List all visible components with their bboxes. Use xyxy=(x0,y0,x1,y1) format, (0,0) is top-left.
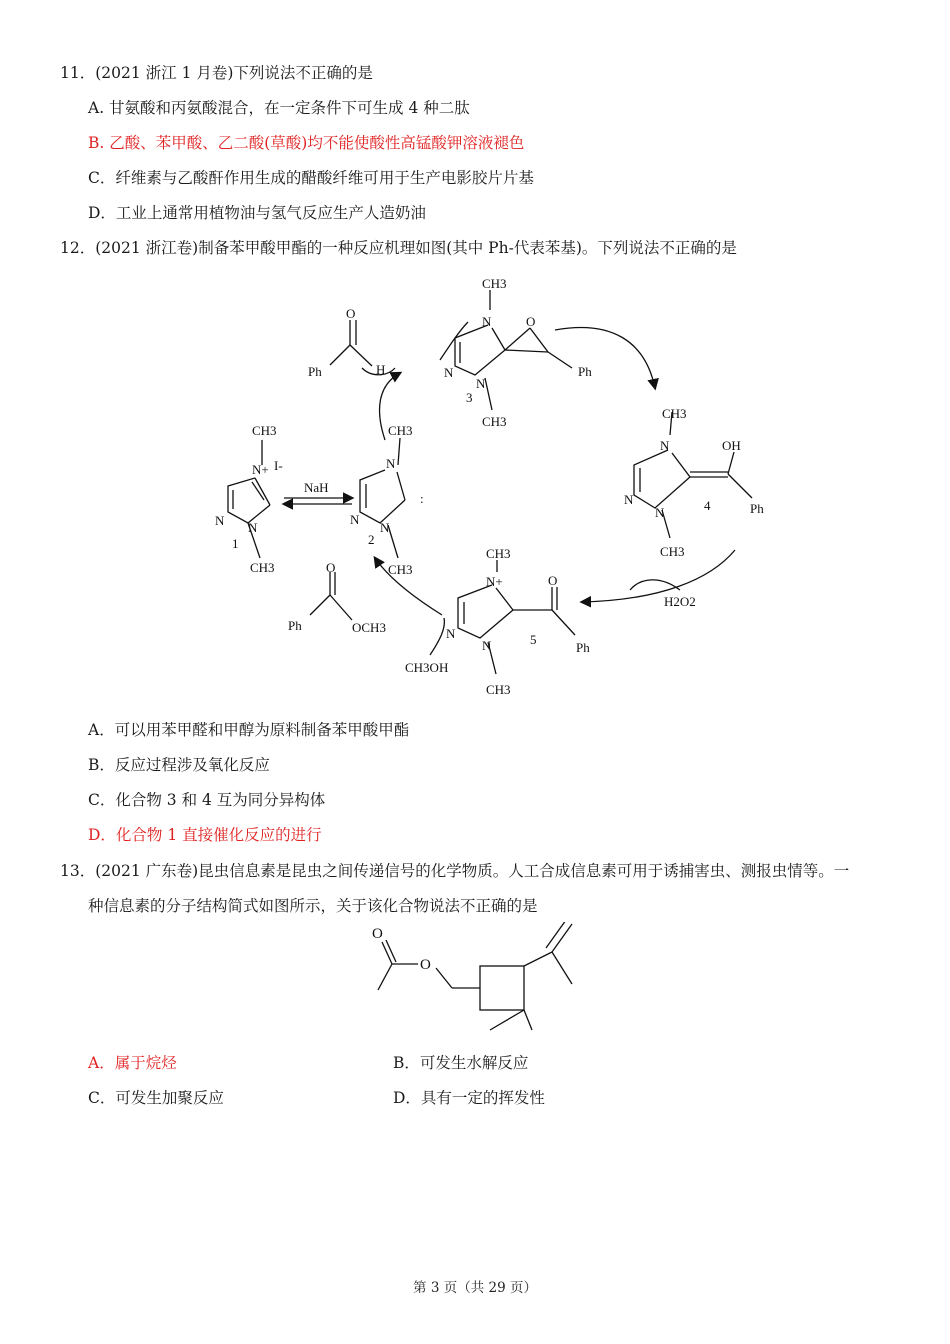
q13-option-a: A．属于烷烃 xyxy=(88,1054,177,1072)
q11-option-b: B. 乙酸、苯甲酸、乙二酸(草酸)均不能使酸性高锰酸钾溶液褪色 xyxy=(88,134,525,152)
c5-ch3-top: CH3 xyxy=(486,546,511,561)
c1-ch3-top: CH3 xyxy=(252,423,277,438)
ester-ph: Ph xyxy=(288,618,302,633)
page-footer: 第 3 页（共 29 页） xyxy=(413,1280,537,1296)
q12-option-a: A．可以用苯甲醛和甲醇为原料制备苯甲酸甲酯 xyxy=(88,721,410,739)
c5-o: O xyxy=(548,573,558,588)
c4-ph: Ph xyxy=(750,501,764,516)
c1-label: 1 xyxy=(232,536,239,551)
c2-carbene: : xyxy=(420,491,424,506)
q13-option-d: D．具有一定的挥发性 xyxy=(393,1089,545,1107)
q13-stem-line2: 种信息素的分子结构简式如图所示，关于该化合物说法不正确的是 xyxy=(88,897,538,915)
c4-oh: OH xyxy=(722,438,741,453)
c1-iodide: I- xyxy=(274,458,283,473)
carbonyl-o: O xyxy=(372,926,383,942)
c2-n-left: N xyxy=(350,512,360,527)
c3-ch3-top: CH3 xyxy=(482,276,507,291)
c3-n-top: N xyxy=(482,314,492,329)
c2-label: 2 xyxy=(368,532,375,547)
c5-n-left: N xyxy=(446,626,456,641)
pheromone-structure xyxy=(360,922,600,1037)
c2-n-top: N xyxy=(386,456,396,471)
q12-option-b: B．反应过程涉及氧化反应 xyxy=(88,756,270,774)
q13-option-b: B．可发生水解反应 xyxy=(393,1054,529,1072)
ester-o: O xyxy=(326,560,336,575)
c1-n: N xyxy=(248,520,258,535)
reaction-mechanism-diagram xyxy=(0,260,950,710)
h2o2-label: H2O2 xyxy=(664,594,696,609)
c4-n: N xyxy=(655,505,665,520)
c4-n-left: N xyxy=(624,492,634,507)
benzaldehyde-o: O xyxy=(346,306,356,321)
c5-n: N xyxy=(482,638,492,653)
c2-ch3-bottom: CH3 xyxy=(388,562,413,577)
c5-ph: Ph xyxy=(576,640,590,655)
c3-ph: Ph xyxy=(578,364,592,379)
c4-ch3-top: CH3 xyxy=(662,406,687,421)
nah-label: NaH xyxy=(304,480,329,495)
c2-n: N xyxy=(380,520,390,535)
q13-stem-line1: 13．(2021 广东卷)昆虫信息素是昆虫之间传递信号的化学物质。人工合成信息素可用于诱捕害虫、测报虫情等。一 xyxy=(60,862,850,880)
benzaldehyde-ph: Ph xyxy=(308,364,322,379)
c3-n-left: N xyxy=(444,365,454,380)
ester-o: O xyxy=(420,957,431,973)
q11-option-d: D．工业上通常用植物油与氢气反应生产人造奶油 xyxy=(88,204,426,222)
c3-label: 3 xyxy=(466,390,473,405)
q12-option-c: C．化合物 3 和 4 互为同分异构体 xyxy=(88,791,326,809)
c3-n: N xyxy=(476,376,486,391)
c2-ch3-top: CH3 xyxy=(388,423,413,438)
q11-option-a: A. 甘氨酸和丙氨酸混合，在一定条件下可生成 4 种二肽 xyxy=(88,99,470,117)
ester-och3: OCH3 xyxy=(352,620,386,635)
c5-label: 5 xyxy=(530,632,537,647)
q12-option-d: D．化合物 1 直接催化反应的进行 xyxy=(88,826,322,844)
q11-stem: 11．(2021 浙江 1 月卷)下列说法不正确的是 xyxy=(60,64,373,82)
q13-option-c: C．可发生加聚反应 xyxy=(88,1089,224,1107)
c3-ch3-bottom: CH3 xyxy=(482,414,507,429)
q11-option-c: C．纤维素与乙酸酐作用生成的醋酸纤维可用于生产电影胶片片基 xyxy=(88,169,534,187)
q12-stem: 12．(2021 浙江卷)制备苯甲酸甲酯的一种反应机理如图(其中 Ph-代表苯基)。下列说法不正确的是 xyxy=(60,239,737,257)
c3-epoxide-o: O xyxy=(526,314,536,329)
c1-ch3-bottom: CH3 xyxy=(250,560,275,575)
benzaldehyde-h: H xyxy=(376,362,386,377)
ch3oh-label: CH3OH xyxy=(405,660,449,675)
c5-nplus: N+ xyxy=(486,574,503,589)
c1-nplus: N+ xyxy=(252,462,269,477)
c4-ch3-bottom: CH3 xyxy=(660,544,685,559)
c5-ch3-bottom: CH3 xyxy=(486,682,511,697)
c4-label: 4 xyxy=(704,498,711,513)
c1-n-left: N xyxy=(215,513,225,528)
c4-n-top: N xyxy=(660,438,670,453)
